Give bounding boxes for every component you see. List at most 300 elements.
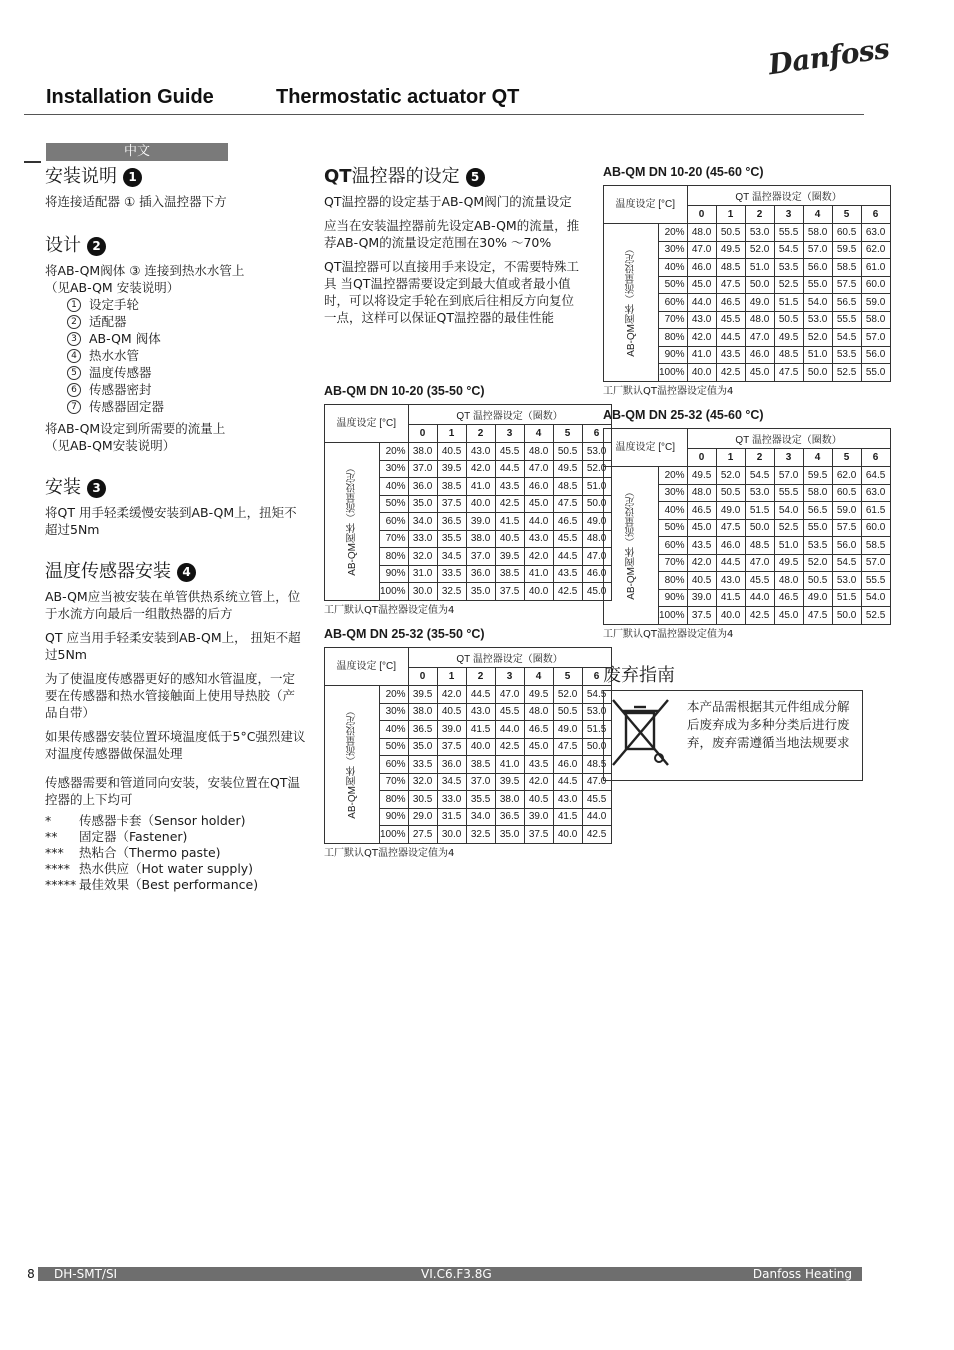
table-cell: 47.5 — [803, 607, 832, 625]
flow-percent: 40% — [380, 721, 409, 739]
table-cell: 56.0 — [803, 259, 832, 277]
table-cell: 36.0 — [466, 565, 495, 583]
table-cell: 46.0 — [687, 259, 716, 277]
footnote-marker: ***** — [45, 877, 77, 892]
footnote-text: 热水供应（Hot water supply) — [79, 861, 254, 876]
table-row — [325, 443, 612, 461]
table-cell: 33.5 — [408, 756, 437, 774]
table-cell: 55.5 — [861, 572, 890, 590]
mount-text: 将QT 用手轻柔缓慢安装到AB-QM上，扭矩不超过5Nm — [45, 505, 297, 537]
table-cell: 52.0 — [716, 467, 745, 485]
table-cell: 43.5 — [687, 537, 716, 555]
column-header: 1 — [437, 425, 466, 443]
table-cell: 33.0 — [408, 530, 437, 548]
table-cell: 47.0 — [582, 773, 611, 791]
table-cell: 38.0 — [408, 703, 437, 721]
table-cell: 47.0 — [524, 460, 553, 478]
table-cell: 64.5 — [861, 467, 890, 485]
item-label: 热水水管 — [89, 348, 140, 363]
table-cell: 49.0 — [582, 513, 611, 531]
table-cell: 55.5 — [774, 484, 803, 502]
column-header: 4 — [524, 425, 553, 443]
item-label: 温度传感器 — [89, 365, 152, 380]
table-cell: 43.0 — [524, 530, 553, 548]
item-number: 7 — [67, 400, 81, 414]
item-label: 适配器 — [89, 314, 127, 329]
item-number: 5 — [67, 366, 81, 380]
table-cell: 44.0 — [745, 589, 774, 607]
table-cell: 53.0 — [745, 224, 774, 242]
table-cell: 29.0 — [408, 808, 437, 826]
table-cell: 57.5 — [832, 276, 861, 294]
guide-title: Installation Guide — [46, 86, 214, 108]
table-cell: 45.5 — [495, 443, 524, 461]
row-group-label: AB-QM阀体（流量设定） — [325, 443, 380, 601]
flow-percent: 70% — [380, 530, 409, 548]
table-title: AB-QM DN 25-32 (35-50 °C) — [324, 627, 485, 641]
table-cell: 44.5 — [716, 554, 745, 572]
table-cell: 56.5 — [803, 502, 832, 520]
parts-list-item — [45, 347, 307, 364]
column-header: 6 — [582, 668, 611, 686]
table-cell: 49.5 — [553, 460, 582, 478]
table-cell: 32.0 — [408, 773, 437, 791]
flow-percent: 20% — [659, 224, 688, 242]
column-header: 6 — [861, 206, 890, 224]
column-header: 2 — [466, 425, 495, 443]
table-cell: 41.5 — [553, 808, 582, 826]
table-cell: 34.0 — [408, 513, 437, 531]
table-cell: 50.0 — [745, 519, 774, 537]
table-cell: 39.0 — [687, 589, 716, 607]
section-design-heading: 设计 2 — [45, 234, 307, 258]
item-number: 3 — [67, 332, 81, 346]
footnote-item — [45, 813, 307, 829]
design-ref-2: （见AB-QM安装说明） — [45, 438, 176, 453]
table-title: AB-QM DN 25-32 (45-60 °C) — [603, 408, 764, 422]
table-cell: 52.0 — [803, 554, 832, 572]
footnote-marker: * — [45, 813, 52, 828]
table-cell: 51.0 — [774, 537, 803, 555]
table-cell: 59.5 — [832, 241, 861, 259]
waste-heading: 废弃指南 — [603, 665, 675, 686]
table-cell: 35.0 — [408, 738, 437, 756]
table-note: 工厂默认QT温控器设定值为4 — [603, 385, 734, 397]
table-cell: 40.5 — [687, 572, 716, 590]
table-cell: 48.5 — [716, 259, 745, 277]
table-cell: 44.5 — [553, 773, 582, 791]
table-cell: 33.0 — [437, 791, 466, 809]
table-cell: 44.5 — [495, 460, 524, 478]
table-cell: 44.5 — [716, 329, 745, 347]
column-header: 1 — [716, 449, 745, 467]
language-marker — [24, 161, 41, 163]
flow-percent: 100% — [380, 583, 409, 601]
table-cell: 45.0 — [687, 519, 716, 537]
footnote-text: 固定器（Fastener) — [79, 829, 188, 844]
table-cell: 42.0 — [687, 554, 716, 572]
table-cell: 38.0 — [466, 530, 495, 548]
flow-percent: 90% — [659, 589, 688, 607]
table-cell: 43.0 — [553, 791, 582, 809]
table-cell: 58.5 — [832, 259, 861, 277]
table-cell: 55.0 — [803, 276, 832, 294]
table-cell: 49.5 — [716, 241, 745, 259]
section-qt-setting-heading: QT温控器的设定 5 — [324, 165, 586, 189]
table-cell: 52.5 — [832, 364, 861, 382]
column-header: 6 — [861, 449, 890, 467]
table-cell: 60.0 — [861, 276, 890, 294]
table-cell: 40.0 — [466, 495, 495, 513]
table-cell: 36.0 — [408, 478, 437, 496]
table-cell: 42.5 — [582, 826, 611, 844]
footnote-item — [45, 861, 307, 877]
footer-company: Danfoss Heating — [752, 1267, 852, 1281]
flow-percent: 100% — [659, 607, 688, 625]
table-cell: 46.5 — [553, 513, 582, 531]
table-cell: 42.5 — [745, 607, 774, 625]
section-sensor-heading: 温度传感器安装 4 — [45, 560, 307, 584]
corner-header: 温度设定 [°C] — [325, 648, 409, 686]
table-cell: 35.0 — [408, 495, 437, 513]
footnote-marker: **** — [45, 861, 70, 876]
table-cell: 51.0 — [582, 478, 611, 496]
table-cell: 37.0 — [408, 460, 437, 478]
waste-text: 本产品需根据其元件组成分解后废弃成为多种分类后进行废弃，废弃需遵循当地法规要求 — [687, 699, 850, 750]
table-cell: 35.5 — [437, 530, 466, 548]
table-cell: 52.5 — [774, 519, 803, 537]
table-cell: 48.0 — [774, 572, 803, 590]
footnote-text: 热粘合（Thermo paste) — [79, 845, 221, 860]
table-cell: 44.0 — [687, 294, 716, 312]
table-note: 工厂默认QT温控器设定值为4 — [324, 847, 455, 859]
table-cell: 49.5 — [774, 329, 803, 347]
table-cell: 48.0 — [745, 311, 774, 329]
table-cell: 48.0 — [524, 703, 553, 721]
table-cell: 42.5 — [553, 583, 582, 601]
table-cell: 54.0 — [861, 589, 890, 607]
table-cell: 41.5 — [716, 589, 745, 607]
table-cell: 42.0 — [524, 773, 553, 791]
column-header: 2 — [466, 668, 495, 686]
table-cell: 57.0 — [861, 554, 890, 572]
table-cell: 38.5 — [466, 756, 495, 774]
footnote-item — [45, 829, 307, 845]
step-number-badge: 5 — [466, 168, 485, 187]
column-header: 5 — [553, 668, 582, 686]
flow-percent: 30% — [380, 703, 409, 721]
flow-percent: 80% — [380, 548, 409, 566]
table-cell: 55.5 — [832, 311, 861, 329]
column-header: 0 — [687, 449, 716, 467]
qt-setting-header: QT 温控器设定（圈数） — [408, 405, 611, 425]
item-number: 2 — [67, 315, 81, 329]
item-number: 6 — [67, 383, 81, 397]
product-title: Thermostatic actuator QT — [276, 86, 520, 108]
row-group-label: AB-QM阀体（流量设定） — [325, 686, 380, 844]
table-cell: 35.0 — [495, 826, 524, 844]
table-title: AB-QM DN 10-20 (35-50 °C) — [324, 384, 485, 398]
table-cell: 60.5 — [832, 224, 861, 242]
flow-percent: 70% — [659, 554, 688, 572]
sensor-para-4: 如果传感器安装位置环境温度低于5°C强烈建议对温度传感器做保温处理 — [45, 729, 306, 761]
table-cell: 45.5 — [553, 530, 582, 548]
table-cell: 34.5 — [437, 548, 466, 566]
column-header: 1 — [716, 206, 745, 224]
qt-para-1: QT温控器的设定基于AB-QM阀门的流量设定 — [324, 194, 572, 209]
corner-header: 温度设定 [°C] — [604, 186, 688, 224]
table-cell: 60.5 — [832, 484, 861, 502]
table-cell: 40.0 — [687, 364, 716, 382]
table-cell: 53.0 — [582, 443, 611, 461]
table-cell: 31.0 — [408, 565, 437, 583]
table-cell: 56.0 — [861, 346, 890, 364]
table-cell: 55.0 — [861, 364, 890, 382]
table-cell: 34.0 — [466, 808, 495, 826]
table-cell: 43.5 — [553, 565, 582, 583]
table-cell: 45.5 — [745, 572, 774, 590]
parts-list-item — [45, 398, 307, 415]
table-cell: 46.0 — [582, 565, 611, 583]
qt-para-3: QT温控器可以直接用手来设定，不需要特殊工具 当QT温控器需要设定到最大值或者最小值时，可以将设定手轮在到底后往相反方向复位一点，这样可以保证QT温控器的最佳性能 — [324, 259, 579, 325]
table-cell: 45.5 — [716, 311, 745, 329]
table-cell: 42.5 — [495, 738, 524, 756]
column-header: 3 — [774, 206, 803, 224]
table-cell: 59.5 — [803, 467, 832, 485]
column-header: 5 — [832, 449, 861, 467]
table-cell: 58.0 — [803, 224, 832, 242]
table-cell: 40.0 — [553, 826, 582, 844]
column-header: 0 — [408, 425, 437, 443]
table-cell: 54.5 — [832, 554, 861, 572]
table-cell: 42.0 — [687, 329, 716, 347]
table-cell: 56.5 — [832, 294, 861, 312]
corner-header: 温度设定 [°C] — [604, 429, 688, 467]
table-cell: 50.5 — [716, 224, 745, 242]
item-number: 4 — [67, 349, 81, 363]
table-cell: 36.0 — [437, 756, 466, 774]
table-cell: 42.0 — [466, 460, 495, 478]
table-cell: 50.5 — [774, 311, 803, 329]
row-group-label: AB-QM阀体（流量设定） — [604, 467, 659, 625]
table-block — [603, 165, 891, 397]
column-header: 4 — [524, 668, 553, 686]
table-cell: 60.0 — [861, 519, 890, 537]
sensor-para-1: AB-QM应当被安装在单管供热系统立管上，位于水流方向最后一组散热器的后方 — [45, 589, 301, 621]
parts-list-item — [45, 313, 307, 330]
table-cell: 50.5 — [553, 703, 582, 721]
table-cell: 47.5 — [553, 495, 582, 513]
table-cell: 62.0 — [861, 241, 890, 259]
table-cell: 50.5 — [553, 443, 582, 461]
column-header: 4 — [803, 206, 832, 224]
parts-list-item — [45, 330, 307, 347]
column-header: 2 — [745, 206, 774, 224]
table-cell: 39.0 — [437, 721, 466, 739]
item-label: 传感器固定器 — [89, 399, 165, 414]
table-cell: 36.5 — [437, 513, 466, 531]
flow-percent: 60% — [659, 294, 688, 312]
table-cell: 43.0 — [716, 572, 745, 590]
table-cell: 38.5 — [437, 478, 466, 496]
table-cell: 57.0 — [861, 329, 890, 347]
table-cell: 41.0 — [524, 565, 553, 583]
table-cell: 38.0 — [495, 791, 524, 809]
table-row — [604, 224, 891, 242]
parts-list-item — [45, 364, 307, 381]
table-cell: 35.0 — [466, 583, 495, 601]
flow-percent: 60% — [659, 537, 688, 555]
flow-temperature-table — [324, 404, 612, 601]
table-block — [324, 627, 612, 859]
flow-percent: 30% — [659, 241, 688, 259]
table-block — [324, 384, 612, 616]
table-cell: 63.0 — [861, 484, 890, 502]
footnote-item — [45, 845, 307, 861]
table-cell: 44.5 — [553, 548, 582, 566]
table-cell: 43.5 — [524, 756, 553, 774]
table-cell: 53.0 — [582, 703, 611, 721]
table-cell: 58.5 — [861, 537, 890, 555]
design-text-2: 将AB-QM设定到所需要的流量上 — [45, 421, 226, 436]
table-row — [325, 686, 612, 704]
flow-percent: 20% — [659, 467, 688, 485]
table-cell: 37.0 — [466, 773, 495, 791]
table-cell: 57.5 — [832, 519, 861, 537]
flow-percent: 100% — [659, 364, 688, 382]
table-cell: 41.0 — [466, 478, 495, 496]
table-cell: 48.0 — [524, 443, 553, 461]
table-cell: 46.5 — [716, 294, 745, 312]
crossed-bin-icon — [610, 697, 672, 769]
design-text: 将AB-QM阀体 ③ 连接到热水水管上 — [45, 263, 245, 278]
table-cell: 45.0 — [745, 364, 774, 382]
table-cell: 52.5 — [774, 276, 803, 294]
table-block — [603, 408, 891, 640]
table-row — [604, 467, 891, 485]
table-cell: 45.0 — [687, 276, 716, 294]
table-cell: 46.5 — [524, 721, 553, 739]
table-cell: 49.0 — [745, 294, 774, 312]
table-cell: 53.0 — [832, 572, 861, 590]
column-header: 2 — [745, 449, 774, 467]
table-cell: 40.0 — [716, 607, 745, 625]
flow-percent: 30% — [659, 484, 688, 502]
table-cell: 37.5 — [687, 607, 716, 625]
table-cell: 48.5 — [774, 346, 803, 364]
table-cell: 55.5 — [774, 224, 803, 242]
table-cell: 41.5 — [466, 721, 495, 739]
table-cell: 53.5 — [774, 259, 803, 277]
table-cell: 52.0 — [745, 241, 774, 259]
flow-percent: 40% — [659, 502, 688, 520]
table-cell: 39.5 — [408, 686, 437, 704]
table-cell: 45.0 — [524, 495, 553, 513]
table-cell: 63.0 — [861, 224, 890, 242]
table-cell: 46.0 — [716, 537, 745, 555]
design-ref: （见AB-QM 安装说明） — [45, 280, 180, 295]
footer-ref-code: VI.C6.F3.8G — [421, 1267, 492, 1281]
table-cell: 51.5 — [832, 589, 861, 607]
table-cell: 42.5 — [716, 364, 745, 382]
flow-percent: 90% — [380, 808, 409, 826]
table-cell: 39.0 — [524, 808, 553, 826]
corner-header: 温度设定 [°C] — [325, 405, 409, 443]
table-cell: 54.5 — [832, 329, 861, 347]
table-note: 工厂默认QT温控器设定值为4 — [603, 628, 734, 640]
table-cell: 53.5 — [803, 537, 832, 555]
table-cell: 61.0 — [861, 259, 890, 277]
table-cell: 50.5 — [716, 484, 745, 502]
table-cell: 38.0 — [408, 443, 437, 461]
flow-percent: 70% — [380, 773, 409, 791]
table-cell: 42.5 — [495, 495, 524, 513]
install-text: 将连接适配器 ① 插入温控器下方 — [45, 194, 227, 209]
table-cell: 47.0 — [687, 241, 716, 259]
flow-percent: 40% — [380, 478, 409, 496]
table-cell: 37.5 — [437, 738, 466, 756]
table-cell: 53.0 — [803, 311, 832, 329]
column-header: 3 — [495, 425, 524, 443]
table-cell: 58.0 — [803, 484, 832, 502]
qt-setting-header: QT 温控器设定（圈数） — [408, 648, 611, 668]
column-header: 0 — [408, 668, 437, 686]
flow-percent: 50% — [659, 519, 688, 537]
table-cell: 56.0 — [832, 537, 861, 555]
table-cell: 62.0 — [832, 467, 861, 485]
row-group-label: AB-QM阀体（流量设定） — [604, 224, 659, 382]
table-cell: 37.5 — [524, 826, 553, 844]
table-cell: 51.5 — [774, 294, 803, 312]
table-cell: 47.0 — [495, 686, 524, 704]
table-cell: 47.0 — [745, 329, 774, 347]
step-number-badge: 4 — [177, 563, 196, 582]
table-cell: 31.5 — [437, 808, 466, 826]
flow-percent: 80% — [659, 572, 688, 590]
column-header: 1 — [437, 668, 466, 686]
flow-percent: 20% — [380, 686, 409, 704]
flow-percent: 50% — [659, 276, 688, 294]
table-cell: 53.5 — [832, 346, 861, 364]
table-cell: 43.0 — [466, 703, 495, 721]
table-cell: 39.5 — [495, 548, 524, 566]
column-header: 3 — [495, 668, 524, 686]
table-cell: 54.5 — [774, 241, 803, 259]
column-header: 5 — [832, 206, 861, 224]
table-cell: 30.0 — [437, 826, 466, 844]
table-cell: 43.0 — [466, 443, 495, 461]
table-cell: 36.5 — [495, 808, 524, 826]
section-mount-heading: 安装 3 — [45, 476, 307, 500]
table-cell: 54.5 — [745, 467, 774, 485]
step-number-badge: 2 — [87, 237, 106, 256]
table-cell: 38.5 — [495, 565, 524, 583]
flow-percent: 60% — [380, 756, 409, 774]
table-cell: 49.5 — [524, 686, 553, 704]
table-cell: 46.5 — [687, 502, 716, 520]
table-cell: 45.5 — [582, 791, 611, 809]
table-cell: 54.0 — [774, 502, 803, 520]
table-cell: 59.0 — [861, 294, 890, 312]
table-cell: 51.0 — [803, 346, 832, 364]
footnote-list — [45, 813, 307, 893]
table-cell: 47.0 — [745, 554, 774, 572]
qt-setting-header: QT 温控器设定（圈数） — [687, 429, 890, 449]
flow-percent: 30% — [380, 460, 409, 478]
table-cell: 39.0 — [466, 513, 495, 531]
table-cell: 32.5 — [437, 583, 466, 601]
table-cell: 45.0 — [524, 738, 553, 756]
